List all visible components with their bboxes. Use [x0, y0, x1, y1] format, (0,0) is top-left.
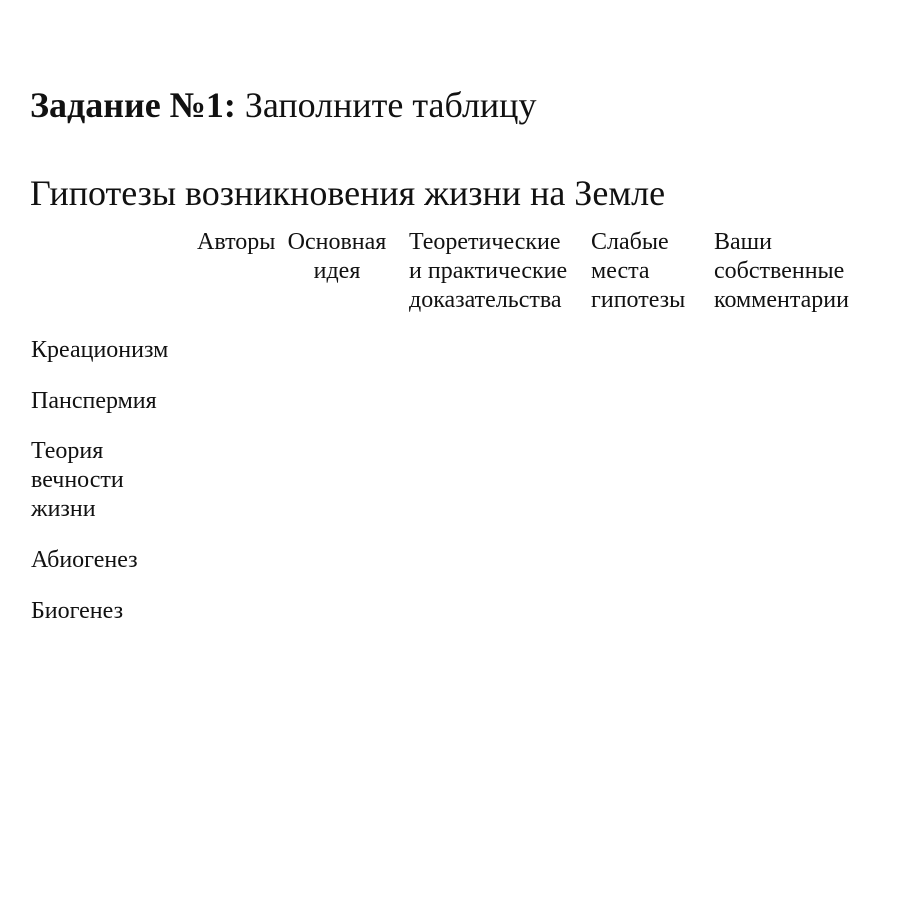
column-header-weak-points: Слабые места гипотезы [591, 229, 686, 313]
column-header-comments: Ваши собственные комментарии [714, 229, 849, 313]
task-heading [30, 84, 536, 126]
row-label-creationism: Креационизм [31, 337, 169, 363]
row-label-panspermia: Панспермия [31, 388, 157, 414]
table-title: Гипотезы возникновения жизни на Земле [30, 173, 666, 213]
task-number: Задание №1: [30, 85, 236, 125]
row-label-eternal-life: Теория вечности жизни [31, 438, 124, 522]
column-header-main-idea: Основная идея [287, 229, 387, 284]
column-header-authors: Авторы [197, 229, 276, 255]
column-header-evidence: Теоретические и практические доказательства [409, 229, 568, 313]
row-label-abiogenesis: Абиогенез [31, 547, 138, 573]
row-label-biogenesis: Биогенез [31, 598, 124, 624]
task-instruction: Заполните таблицу [235, 85, 537, 125]
